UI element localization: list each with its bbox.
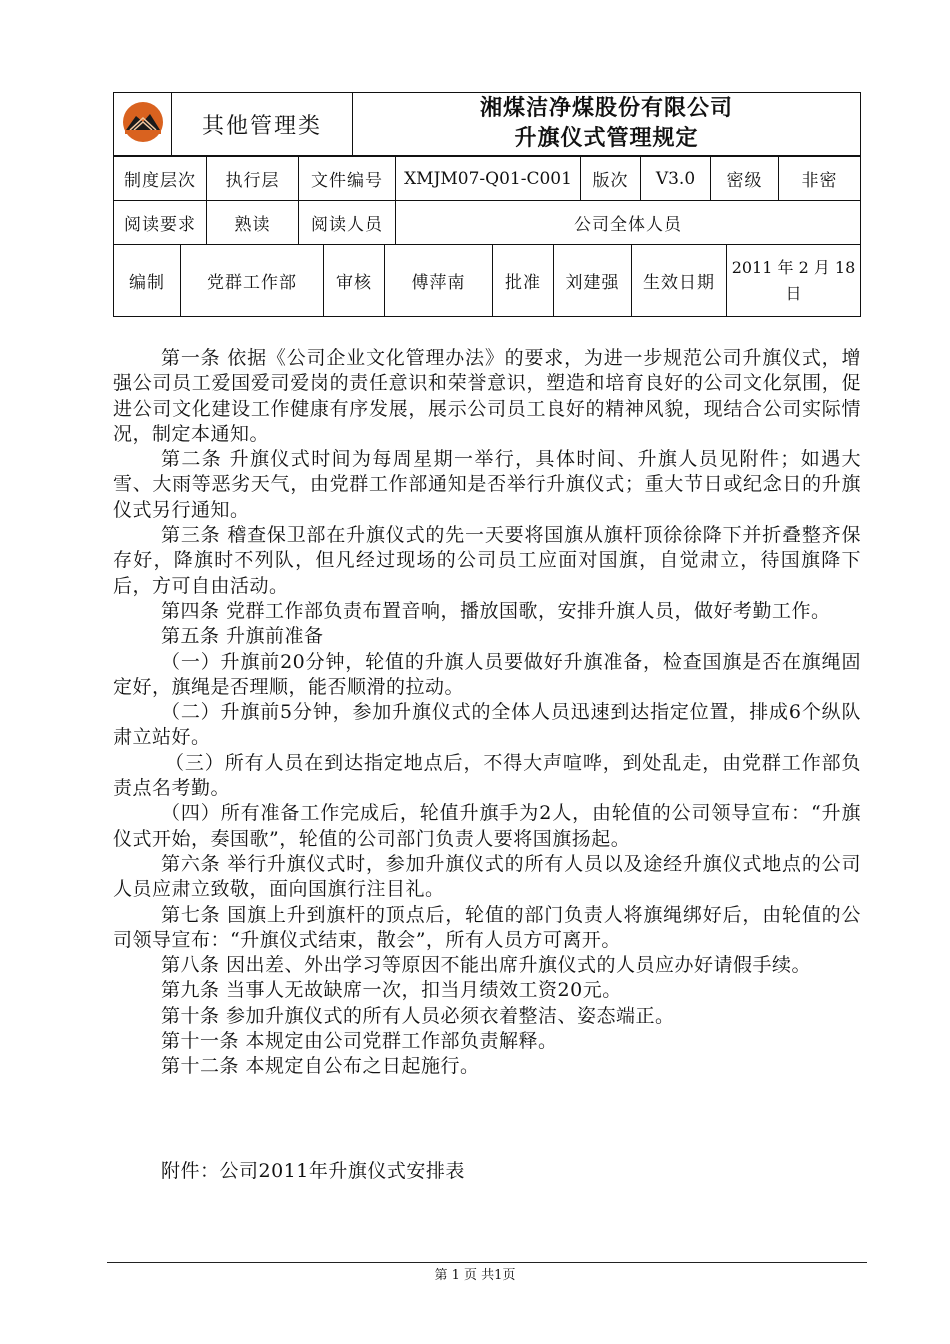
approver-value: 刘建强: [554, 245, 632, 317]
secret-value: 非密: [779, 157, 861, 201]
read-requirement-value: 熟读: [207, 201, 299, 245]
attachment-note: 附件：公司2011年升旗仪式安排表: [161, 1160, 465, 1182]
article-6: 第六条 举行升旗仪式时，参加升旗仪式的所有人员以及途经升旗仪式地点的公司人员应肃立致敬，面向国旗行注目礼。: [113, 852, 861, 901]
approver-label: 批准: [493, 245, 554, 317]
document-title-block: [353, 93, 861, 156]
article-7: 第七条 国旗上升到旗杆的顶点后，轮值的部门负责人将旗绳绑好后，由轮值的公司领导宣布：“升旗仪式结束，散会”，所有人员方可离开。: [113, 903, 861, 951]
article-5-item-3: （三）所有人员在到达指定地点后，不得大声喧哗，到处乱走，由党群工作部负责点名考勤。: [113, 751, 861, 800]
article-5-item-1: （一）升旗前20分钟，轮值的升旗人员要做好升旗准备，检查国旗是否在旗绳固定好，旗绳是否理顺，能否顺滑的拉动。: [113, 650, 861, 698]
secret-label: 密级: [711, 157, 779, 201]
article-5-item-4: （四）所有准备工作完成后，轮值升旗手为2人，由轮值的公司领导宣布：“升旗仪式开始，奏国歌”，轮值的公司部门负责人要将国旗扬起。: [113, 802, 861, 850]
doc-info-row-1: [113, 156, 861, 201]
reviewer-value: 傅萍南: [385, 245, 493, 317]
author-value: 党群工作部: [181, 245, 324, 317]
docno-label: 文件编号: [299, 157, 396, 201]
document-category: 其他管理类: [172, 93, 353, 156]
reviewer-label: 审核: [324, 245, 385, 317]
article-5: 第五条 升旗前准备: [161, 625, 324, 648]
article-1: 第一条 依据《公司企业文化管理办法》的要求，为进一步规范公司升旗仪式，增强公司员工爱国爱司爱岗的责任意识和荣誉意识，塑造和培育良好的公司文化氛围，促进公司文化建设工作健康有序发展，展示公司员工良好的精神风貌，现结合公司实际情况，制定本通知。: [113, 347, 861, 445]
article-3: 第三条 稽查保卫部在升旗仪式的先一天要将国旗从旗杆顶徐徐降下并折叠整齐保存好，降旗时不列队，但凡经过现场的公司员工应面对国旗，自觉肃立，待国旗降下后，方可自由活动。: [113, 524, 861, 597]
article-5-item-2: （二）升旗前5分钟，参加升旗仪式的全体人员迅速到达指定位置，排成6个纵队肃立站好。: [113, 701, 861, 749]
article-10: 第十条 参加升旗仪式的所有人员必须衣着整洁、姿态端正。: [161, 1004, 675, 1027]
article-4: 第四条 党群工作部负责布置音响，播放国歌，安排升旗人员，做好考勤工作。: [161, 599, 831, 622]
document-header-table: [113, 92, 861, 156]
company-logo: [114, 93, 172, 156]
readers-value: 公司全体人员: [396, 201, 861, 245]
article-12: 第十二条 本规定自公布之日起施行。: [161, 1055, 480, 1078]
article-11: 第十一条 本规定由公司党群工作部负责解释。: [161, 1030, 558, 1053]
page-footer: 第 1 页 共1页: [434, 1268, 516, 1283]
docno-value: XMJM07-Q01-C001: [396, 157, 581, 201]
version-value: V3.0: [641, 157, 711, 201]
author-label: 编制: [114, 245, 181, 317]
level-label: 制度层次: [114, 157, 207, 201]
footer-divider: [107, 1262, 867, 1263]
doc-info-row-2: [113, 200, 861, 245]
document-body: [113, 346, 861, 1080]
readers-label: 阅读人员: [299, 201, 396, 245]
version-label: 版次: [581, 157, 641, 201]
article-2: 第二条 升旗仪式时间为每周星期一举行，具体时间、升旗人员见附件；如遇大雪、大雨等恶劣天气，由党群工作部通知是否举行升旗仪式；重大节日或纪念日的升旗仪式另行通知。: [113, 448, 861, 521]
effective-date-label: 生效日期: [632, 245, 727, 317]
effective-date-value: 2011 年 2 月 18 日: [727, 245, 861, 317]
company-name: 湘煤洁净煤股份有限公司: [479, 96, 733, 121]
company-logo-icon: [121, 100, 165, 144]
article-8: 第八条 因出差、外出学习等原因不能出席升旗仪式的人员应办好请假手续。: [161, 954, 812, 977]
read-requirement-label: 阅读要求: [114, 201, 207, 245]
document-title: 升旗仪式管理规定: [514, 126, 699, 151]
article-9: 第九条 当事人无故缺席一次，扣当月绩效工资20元。: [161, 979, 622, 1002]
doc-info-row-3: [113, 244, 861, 317]
level-value: 执行层: [207, 157, 299, 201]
